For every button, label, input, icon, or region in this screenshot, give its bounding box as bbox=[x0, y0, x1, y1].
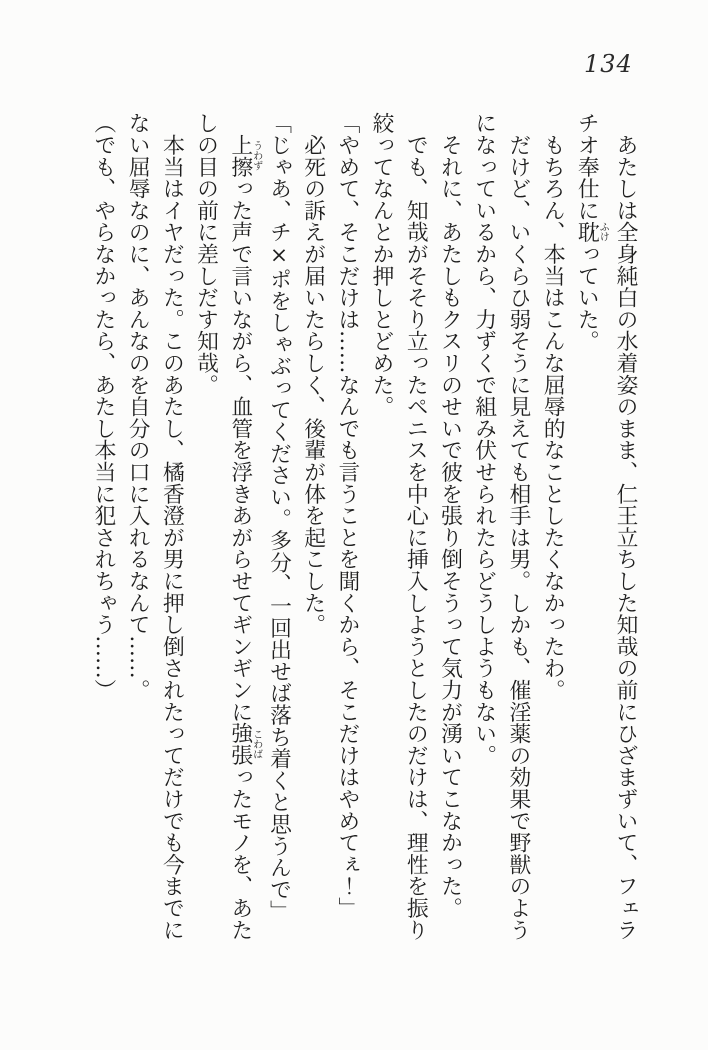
text-column: でも、知哉がそそり立ったペニスを中心に挿入しようとしたのだけは、理性を振り bbox=[403, 112, 429, 941]
text-column: それに、あたしもクスリのせいで彼を張り倒そうって気力が湧いてこなかった。 bbox=[437, 112, 463, 919]
text-column: 上擦うわずった声で言いながら、血管を浮きあがらせてギンギンに強張こわばったモノを、あた bbox=[227, 133, 262, 941]
text-column: になっているから、力ずくで組み伏せられたらどうしようもない。 bbox=[471, 112, 497, 766]
text-column: 「じゃあ、チ×ポをしゃぶってください。多分、一回出せば落ち着くと思うんで」 bbox=[266, 112, 292, 922]
furigana-text: ふけ bbox=[597, 221, 609, 243]
furigana-word: 強張こわば bbox=[227, 722, 262, 767]
text-column: しの目の前に差しだす知哉。 bbox=[193, 112, 219, 396]
text-column: ない屈辱なのに、あんなのを自分の口に入れるなんて……。 bbox=[125, 112, 151, 701]
text-body bbox=[86, 112, 642, 942]
text-column: 必死の訴えが届いたらしく、後輩が体を起こした。 bbox=[300, 112, 326, 636]
text-column: 「やめて、そこだけは……なんでも言うことを聞くから、そこだけはやめてぇ！」 bbox=[334, 112, 360, 919]
text-column: もちろん、本当はこんな屈辱的なことしたくなかったわ。 bbox=[540, 112, 566, 701]
furigana-word: 耽ふけ bbox=[574, 221, 609, 243]
text-column: （でも、やらなかったら、あたし本当に犯されちゃう……） bbox=[90, 112, 116, 701]
text-column: あたしは全身純白の水着姿のまま、仁王立ちした知哉の前にひざまずいて、フェラ bbox=[613, 112, 638, 941]
furigana-word: 上擦うわず bbox=[227, 133, 262, 178]
furigana-text: こわば bbox=[250, 722, 262, 767]
text-column: 絞ってなんとか押しとどめた。 bbox=[369, 112, 395, 418]
text-column: だけど、いくらひ弱そうに見えても相手は男。しかも、催淫薬の効果で野獣のよう bbox=[505, 112, 531, 941]
furigana-text: うわず bbox=[250, 133, 262, 178]
text-column: 本当はイヤだった。このあたし、橘香澄が男に押し倒されたってだけでも今までに bbox=[159, 112, 185, 941]
text-column: チオ奉仕に耽ふけっていた。 bbox=[574, 112, 609, 352]
page-number: 134 bbox=[584, 50, 633, 78]
